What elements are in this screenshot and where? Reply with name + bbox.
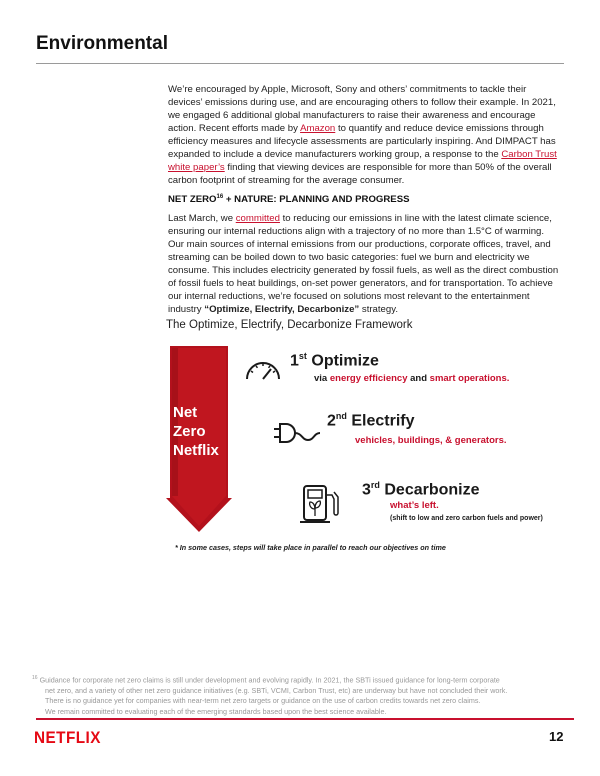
step1-highlight-1: energy efficiency: [329, 373, 408, 384]
arrow-label-line-1: Net: [173, 404, 198, 421]
step-decarbonize-desc: what’s left.: [390, 500, 439, 511]
intro-paragraph: [168, 83, 560, 187]
step-decarbonize-title: [362, 480, 480, 499]
step2-ordinal: 2: [327, 412, 336, 430]
step1-via: via: [314, 373, 330, 384]
commit-text-a: Last March, we: [168, 213, 236, 224]
step3-ordinal-suffix: rd: [370, 480, 380, 490]
step-electrify-title: [327, 411, 415, 430]
subhead-pre: NET ZERO: [168, 194, 217, 206]
step1-ordinal-suffix: st: [298, 351, 307, 361]
arrow-label: [173, 403, 233, 460]
footer-divider: [36, 718, 574, 720]
step2-ordinal-suffix: nd: [335, 411, 347, 421]
arrow-label-line-3: Netflix: [173, 442, 219, 459]
header-divider: [36, 63, 564, 64]
step3-name: Decarbonize: [384, 481, 480, 499]
step-optimize-desc: [314, 373, 509, 384]
intro-text-c: finding that viewing devices are responsible for more than 50% of the overall carbon footprint of streaming for the average consumer.: [168, 162, 552, 186]
step-optimize-title: [290, 351, 379, 370]
netflix-logo: NETFLIX: [34, 728, 101, 747]
footnote-ref: 16: [216, 194, 224, 200]
step1-highlight-2: smart operations.: [429, 373, 510, 384]
framework-title: The Optimize, Electrify, Decarbonize Framework: [166, 319, 413, 331]
step3-ordinal: 3: [362, 481, 371, 499]
footnote-line-1: [32, 673, 562, 686]
amazon-link[interactable]: Amazon: [300, 123, 336, 134]
commit-text-b: to reducing our emissions in line with the latest climate science, ensuring our internal reductions align with a trajectory of no more than 1.5°C of warming. Our main sources of internal emissions from our productions, corporate offices, travel, and streaming can be boiled down to two basic categories: fuel we burn and electricity we consume. This includes electricity generated by fossil fuels, as well as the direct combustion of fossil fuels to heat buildings, on-set power generators, and for transportation. To achieve our internal reductions, we’re focused on solutions most relevant to the entertainment industry: [168, 213, 559, 315]
commit-text-c: strategy.: [359, 304, 398, 315]
arrow-label-line-2: Zero: [173, 423, 206, 440]
step2-name: Electrify: [351, 412, 415, 430]
footnote-line-4: We remain committed to evaluating each of the emerging standards based upon the best science available.: [45, 706, 387, 716]
section-title: Environmental: [36, 33, 168, 54]
step-electrify-desc: vehicles, buildings, & generators.: [355, 435, 507, 446]
subhead-post: + NATURE: PLANNING AND PROGRESS: [223, 194, 410, 206]
speedometer-icon: [243, 357, 283, 381]
step1-and: and: [407, 373, 430, 384]
fuel-pump-leaf-icon: [300, 483, 350, 525]
footnote-text-1: Guidance for corporate net zero claims is still under development and evolving rapidly. In 2021, the SBTi issued guidance for long-term corporate: [39, 675, 500, 685]
step1-ordinal: 1: [290, 352, 299, 370]
page-number: 12: [549, 729, 564, 744]
intro-text-b: to quantify and reduce device emissions through efficiency measures and lifecycle assessments are particularly inspiring. And DIMPACT has expanded to include a device manufacturers working group, a response to the: [168, 123, 556, 160]
commitment-paragraph: [168, 212, 560, 316]
intro-text-a: We’re encouraged by Apple, Microsoft, Sony and others’ commitments to tackle their devices’ emissions during use, and are encouraging others to follow their example. In 2021, we engaged 6 additional global manufacturers to raise their awareness and encourage action. Recent efforts made by: [168, 84, 556, 134]
page-footnote: [32, 673, 562, 717]
step-decarbonize-note: (shift to low and zero carbon fuels and power): [390, 515, 543, 522]
plug-icon: [274, 420, 320, 446]
footnote-line-2: net zero, and a variety of other net zero guidance initiatives (e.g. SBTi, VCMI, Carbon Trust, etc) are underway but have not concluded their work.: [45, 685, 508, 695]
carbon-trust-link[interactable]: Carbon Trust white paper’s: [168, 149, 557, 173]
step1-name: Optimize: [311, 352, 379, 370]
footnote-number: 16: [32, 675, 38, 681]
subsection-heading: [168, 194, 410, 205]
framework-footnote: * In some cases, steps will take place in parallel to reach our objectives on time: [175, 543, 446, 552]
committed-link[interactable]: committed: [235, 213, 280, 224]
strategy-name: “Optimize, Electrify, Decarbonize”: [204, 304, 360, 315]
footnote-line-3: There is no guidance yet for companies with near-term net zero targets or guidance on the use of carbon credits towards net zero claims.: [45, 696, 481, 706]
